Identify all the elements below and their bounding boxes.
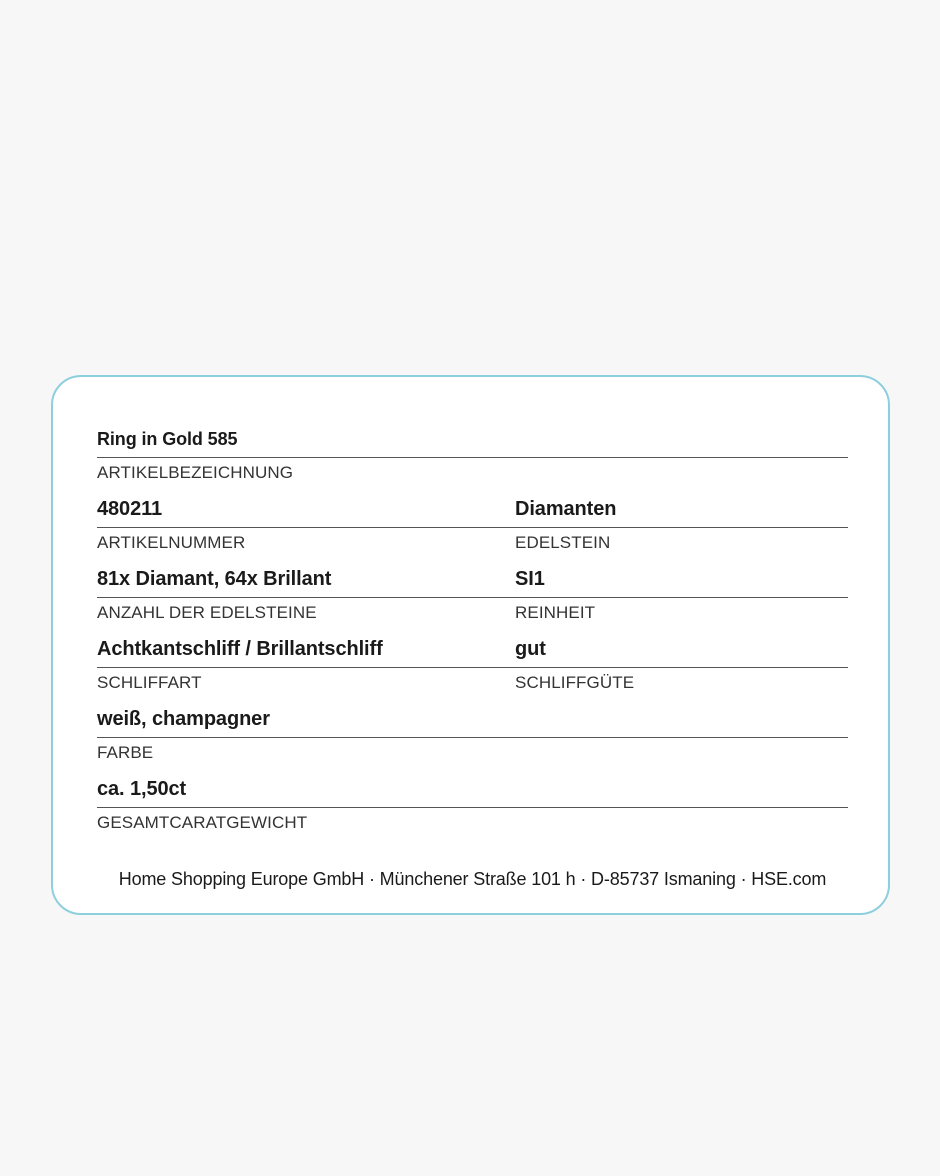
- spec-cell-right: [515, 567, 848, 591]
- spec-row-values: [97, 557, 848, 591]
- spec-row-values: [97, 767, 848, 801]
- spec-row-labels: [97, 532, 848, 554]
- spec-value: SI1: [515, 568, 545, 590]
- spec-row-values: [97, 697, 848, 731]
- certificate-content: [97, 417, 848, 891]
- spec-cell-left: [97, 567, 515, 591]
- spec-row-divider: [97, 807, 848, 808]
- spec-cell-left-label: [97, 532, 515, 554]
- spec-row: [97, 627, 848, 697]
- spec-label: ARTIKELBEZEICHNUNG: [97, 463, 294, 482]
- spec-row-labels: [97, 812, 848, 834]
- spec-cell-left-label: [97, 742, 515, 764]
- spec-value: gut: [515, 638, 546, 660]
- spec-cell-right: [515, 497, 848, 521]
- spec-row: [97, 557, 848, 627]
- spec-cell-right-label: [515, 532, 848, 554]
- spec-value: Diamanten: [515, 498, 617, 520]
- spec-value: Ring in Gold 585: [97, 429, 238, 449]
- spec-cell-left-label: [97, 812, 515, 834]
- spec-label: ANZAHL DER EDELSTEINE: [97, 603, 317, 622]
- spec-cell-right-label: [515, 812, 848, 834]
- spec-cell-left: [97, 637, 515, 661]
- spec-cell-left: [97, 707, 515, 731]
- spec-row-divider: [97, 667, 848, 668]
- spec-cell-left-label: [97, 602, 515, 624]
- spec-cell-right-label: [515, 672, 848, 694]
- spec-cell-left: [97, 777, 515, 801]
- spec-label: SCHLIFFGÜTE: [515, 673, 635, 692]
- spec-row-values: [97, 417, 848, 451]
- spec-label: REINHEIT: [515, 603, 596, 622]
- spec-cell-right: [515, 637, 848, 661]
- company-footer: Home Shopping Europe GmbH · Münchener Straße 101 h · D-85737 Ismaning · HSE.com: [118, 869, 827, 889]
- spec-label: SCHLIFFART: [97, 673, 202, 692]
- spec-row-divider: [97, 527, 848, 528]
- spec-row-divider: [97, 737, 848, 738]
- spec-row: [97, 417, 848, 487]
- spec-label: ARTIKELNUMMER: [97, 533, 246, 552]
- product-certificate-card: [51, 375, 890, 915]
- spec-row-values: [97, 627, 848, 661]
- spec-row-labels: [97, 462, 848, 484]
- spec-cell-right-label: [515, 462, 848, 484]
- spec-value: Achtkantschliff / Brillantschliff: [97, 638, 383, 660]
- spec-row-divider: [97, 457, 848, 458]
- spec-label: EDELSTEIN: [515, 533, 611, 552]
- spec-cell-left: [97, 497, 515, 521]
- spec-row: [97, 697, 848, 767]
- spec-label: GESAMTCARATGEWICHT: [97, 813, 308, 832]
- spec-value: 480211: [97, 498, 163, 520]
- spec-value: 81x Diamant, 64x Brillant: [97, 568, 332, 590]
- spec-row-labels: [97, 742, 848, 764]
- spec-cell-left-label: [97, 672, 515, 694]
- spec-cell-left: [97, 427, 515, 451]
- spec-row-labels: [97, 672, 848, 694]
- spec-cell-left-label: [97, 462, 515, 484]
- spec-value: ca. 1,50ct: [97, 778, 187, 800]
- spec-row: [97, 487, 848, 557]
- spec-cell-right-label: [515, 602, 848, 624]
- spec-row-values: [97, 487, 848, 521]
- spec-label: FARBE: [97, 743, 154, 762]
- spec-row-labels: [97, 602, 848, 624]
- spec-row: [97, 767, 848, 837]
- spec-row-divider: [97, 597, 848, 598]
- spec-cell-right-label: [515, 742, 848, 764]
- spec-value: weiß, champagner: [97, 708, 270, 730]
